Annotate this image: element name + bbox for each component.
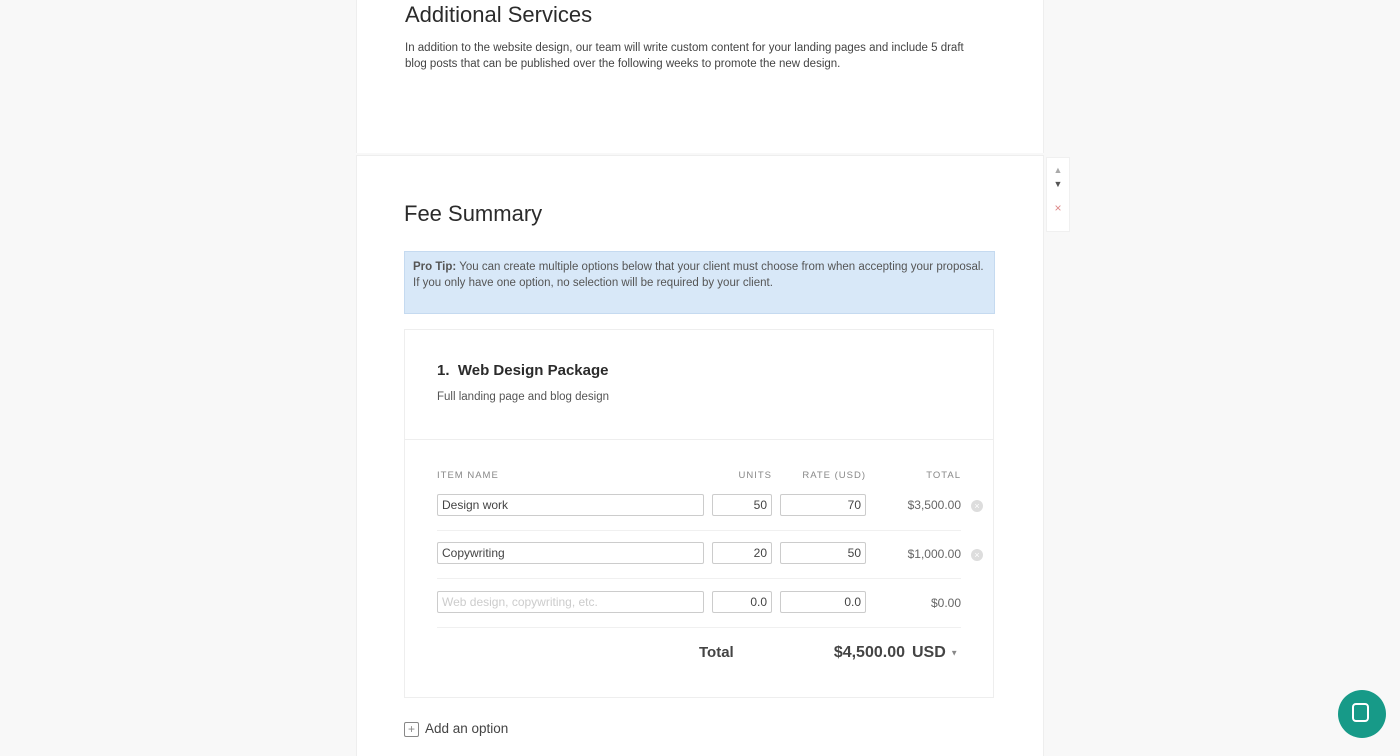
fee-summary-title: Fee Summary	[404, 201, 543, 226]
option-description[interactable]: Full landing page and blog design	[437, 391, 609, 403]
chat-icon	[1352, 703, 1369, 722]
row-total: $3,500.00	[907, 498, 961, 512]
units-input[interactable]	[712, 542, 772, 564]
total-value: $4,500.00	[833, 644, 905, 661]
pro-tip-box	[404, 251, 995, 314]
chat-launcher-button[interactable]	[1338, 690, 1386, 738]
new-row-total: $0.00	[930, 596, 961, 610]
pro-tip-text: You can create multiple options below that your client must choose from when accepting your proposal. If you only have one option, no selection will be required by your client.	[413, 261, 984, 289]
rate-input[interactable]	[780, 494, 866, 516]
remove-row-icon[interactable]: ×	[971, 549, 983, 561]
total-label: Total	[699, 644, 734, 661]
add-option-button[interactable]	[404, 721, 508, 737]
item-name-input[interactable]	[437, 542, 704, 564]
additional-services-section	[356, 0, 1044, 153]
section-text: In addition to the website design, our team will write custom content for your landing pages and include 5 draft blog posts that can be published over the following weeks to promote the new design.	[405, 42, 964, 70]
pro-tip-label: Pro Tip:	[413, 261, 457, 273]
currency-select[interactable]	[912, 644, 958, 662]
move-down-button[interactable]: ▼	[1053, 179, 1063, 189]
add-icon: +	[404, 722, 419, 737]
option-name: Web Design Package	[457, 362, 609, 379]
chevron-down-icon: ▼	[950, 648, 959, 658]
header-total: TOTAL	[926, 470, 961, 481]
header-item-name: ITEM NAME	[437, 470, 499, 481]
header-rate: RATE (USD)	[802, 470, 866, 481]
new-item-name-input[interactable]	[437, 591, 704, 613]
header-units: UNITS	[738, 470, 772, 481]
row-divider	[437, 578, 961, 579]
currency-value: USD	[912, 644, 946, 661]
units-input[interactable]	[712, 494, 772, 516]
move-up-button[interactable]: ▲	[1053, 165, 1063, 175]
row-divider	[437, 627, 961, 628]
option-number: 1.	[437, 362, 450, 379]
rate-input[interactable]	[780, 542, 866, 564]
remove-row-icon[interactable]: ×	[971, 500, 983, 512]
add-option-label: Add an option	[425, 721, 509, 736]
section-title: Additional Services	[405, 2, 593, 27]
new-rate-input[interactable]	[780, 591, 866, 613]
section-controls	[1046, 157, 1070, 232]
row-total: $1,000.00	[907, 547, 961, 561]
row-divider	[437, 530, 961, 531]
remove-section-button[interactable]: ×	[1054, 201, 1062, 215]
item-name-input[interactable]	[437, 494, 704, 516]
new-units-input[interactable]	[712, 591, 772, 613]
option-title[interactable]	[437, 362, 608, 379]
